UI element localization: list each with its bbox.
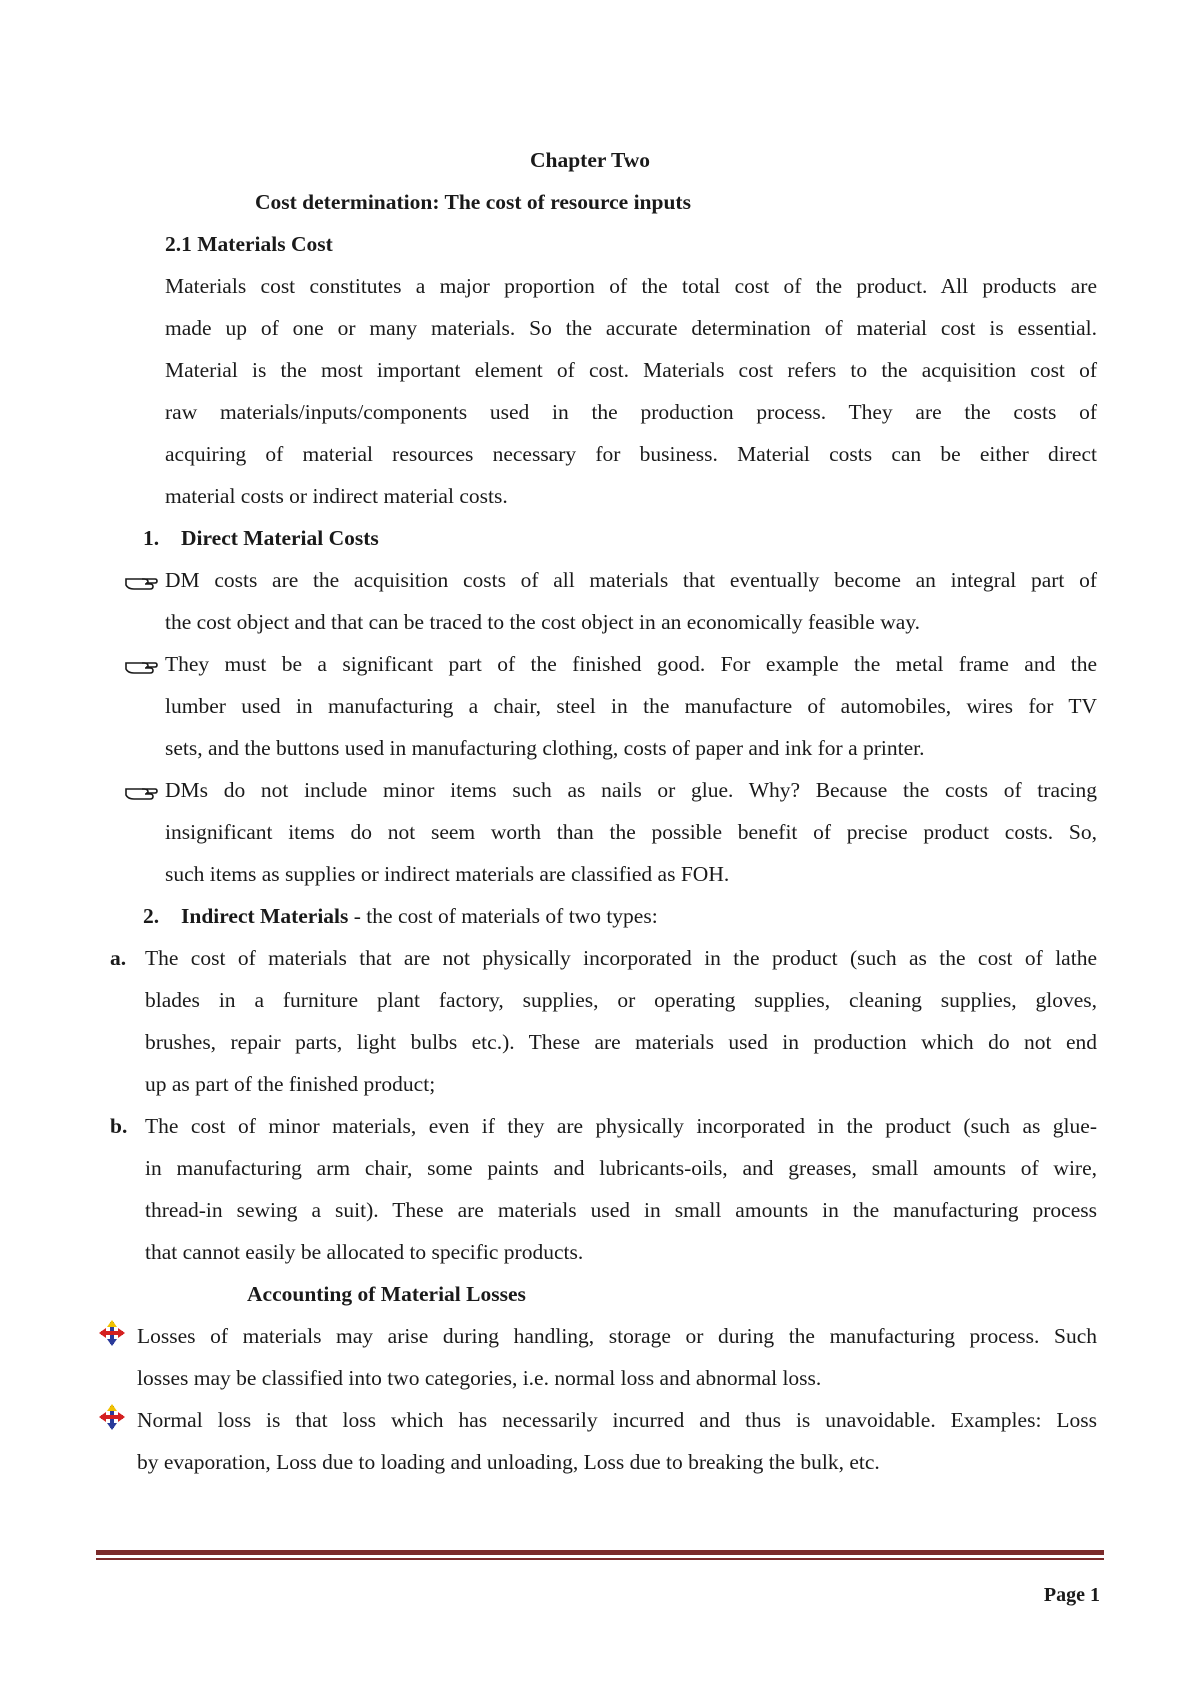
paragraph-line: Material is the most important element of cost. Materials cost refers to the acquisition cost of bbox=[165, 358, 1097, 382]
list-letter: b. bbox=[110, 1114, 128, 1138]
bullet-line: They must be a significant part of the finished good. For example the metal frame and the bbox=[165, 652, 1097, 676]
footer-rule-thick bbox=[96, 1550, 1104, 1555]
pointing-hand-icon bbox=[124, 571, 158, 593]
bullet-line: DMs do not include minor items such as nails or glue. Why? Because the costs of tracing bbox=[165, 778, 1097, 802]
page-number: Page 1 bbox=[1043, 1584, 1100, 1606]
list-item-line: The cost of minor materials, even if they are physically incorporated in the product (such as glue- bbox=[145, 1114, 1097, 1138]
list-letter: a. bbox=[110, 946, 127, 970]
bullet-line: insignificant items do not seem worth than the possible benefit of precise product costs. So, bbox=[165, 820, 1097, 844]
list-item-line: up as part of the finished product; bbox=[145, 1072, 436, 1096]
paragraph-line: material costs or indirect material costs. bbox=[165, 484, 508, 508]
bullet-line: Losses of materials may arise during handling, storage or during the manufacturing process. Such bbox=[137, 1324, 1097, 1348]
losses-heading: Accounting of Material Losses bbox=[247, 1282, 526, 1306]
pointing-hand-icon bbox=[124, 781, 158, 803]
indirect-material-heading: Indirect Materials bbox=[181, 904, 349, 928]
section-heading: 2.1 Materials Cost bbox=[165, 232, 333, 256]
paragraph-line: acquiring of material resources necessary for business. Material costs can be either direct bbox=[165, 442, 1097, 466]
list-item-line: in manufacturing arm chair, some paints and lubricants-oils, and greases, small amounts of wire, bbox=[145, 1156, 1097, 1180]
bullet-line: Normal loss is that loss which has necessarily incurred and thus is unavoidable. Examples: Loss bbox=[137, 1408, 1097, 1432]
list-number: 1. bbox=[143, 526, 160, 550]
indirect-material-heading-line bbox=[181, 895, 658, 937]
chapter-title: Chapter Two bbox=[529, 148, 651, 172]
paragraph-line: Materials cost constitutes a major proportion of the total cost of the product. All products are bbox=[165, 274, 1097, 298]
bullet-line: by evaporation, Loss due to loading and unloading, Loss due to breaking the bulk, etc. bbox=[137, 1450, 880, 1474]
indirect-material-description: - the cost of materials of two types: bbox=[348, 904, 658, 928]
list-item-line: blades in a furniture plant factory, supplies, or operating supplies, cleaning supplies, gloves, bbox=[145, 988, 1097, 1012]
four-way-arrow-icon bbox=[99, 1404, 125, 1430]
bullet-line: DM costs are the acquisition costs of all materials that eventually become an integral part of bbox=[165, 568, 1097, 592]
bullet-line: the cost object and that can be traced to the cost object in an economically feasible way. bbox=[165, 610, 920, 634]
bullet-line: losses may be classified into two categories, i.e. normal loss and abnormal loss. bbox=[137, 1366, 822, 1390]
list-item-line: brushes, repair parts, light bulbs etc.). These are materials used in production which do not end bbox=[145, 1030, 1097, 1054]
list-item-line: The cost of materials that are not physically incorporated in the product (such as the cost of lathe bbox=[145, 946, 1097, 970]
four-way-arrow-icon bbox=[99, 1320, 125, 1346]
paragraph-line: made up of one or many materials. So the accurate determination of material cost is essential. bbox=[165, 316, 1097, 340]
pointing-hand-icon bbox=[124, 655, 158, 677]
list-number: 2. bbox=[143, 904, 160, 928]
paragraph-line: raw materials/inputs/components used in the production process. They are the costs of bbox=[165, 400, 1097, 424]
list-item-line: thread-in sewing a suit). These are materials used in small amounts in the manufacturing process bbox=[145, 1198, 1097, 1222]
direct-material-heading: Direct Material Costs bbox=[181, 526, 379, 550]
bullet-line: sets, and the buttons used in manufacturing clothing, costs of paper and ink for a printer. bbox=[165, 736, 925, 760]
list-item-line: that cannot easily be allocated to specific products. bbox=[145, 1240, 584, 1264]
subtitle: Cost determination: The cost of resource inputs bbox=[255, 190, 691, 214]
bullet-line: lumber used in manufacturing a chair, steel in the manufacture of automobiles, wires for TV bbox=[165, 694, 1097, 718]
bullet-line: such items as supplies or indirect materials are classified as FOH. bbox=[165, 862, 730, 886]
footer-rule-thin bbox=[96, 1558, 1104, 1560]
